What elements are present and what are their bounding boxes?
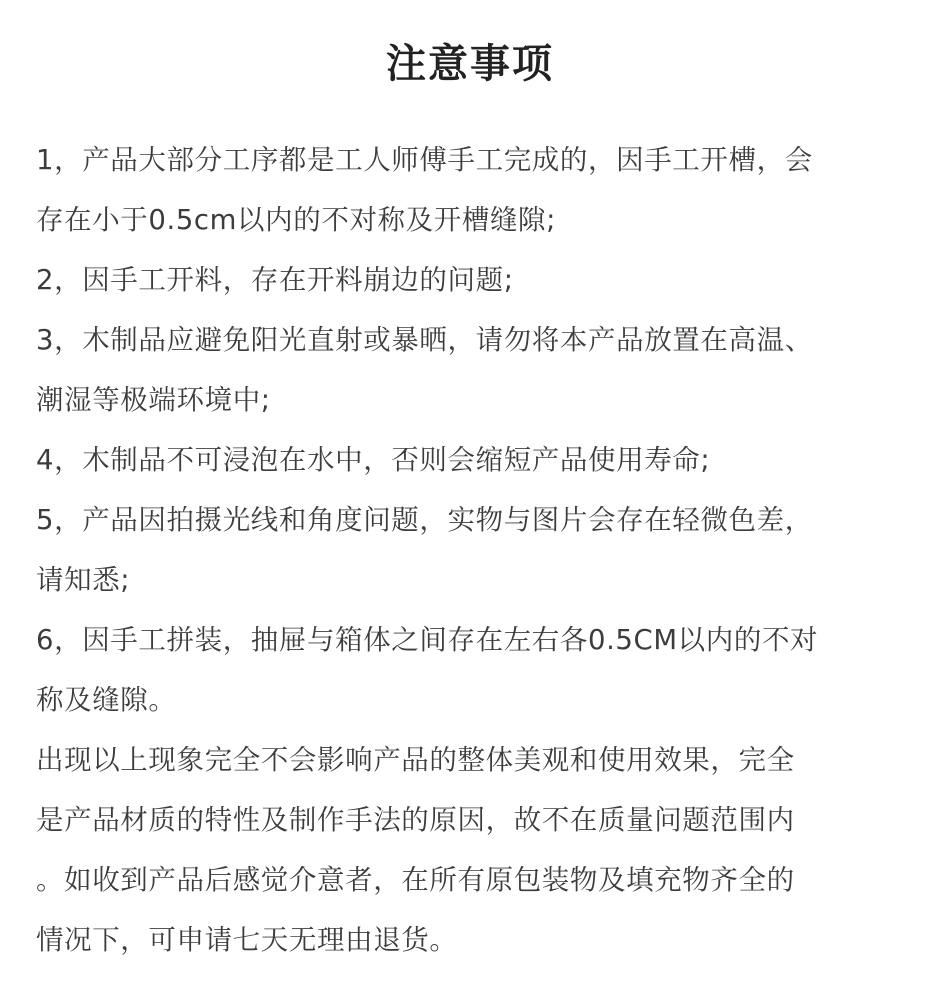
- notice-line: 6，因手工拼装，抽屉与箱体之间存在左右各0.5CM以内的不对: [36, 624, 819, 656]
- page-title: 注意事项: [386, 41, 554, 87]
- notice-line: 。如收到产品后感觉介意者，在所有原包装物及填充物齐全的: [36, 864, 795, 896]
- notice-line: 出现以上现象完全不会影响产品的整体美观和使用效果，完全: [36, 744, 795, 776]
- notice-line: 3，木制品应避免阳光直射或暴晒，请勿将本产品放置在高温、: [36, 324, 813, 356]
- notice-line: 请知悉;: [36, 564, 131, 596]
- notice-line: 存在小于0.5cm以内的不对称及开槽缝隙;: [36, 204, 557, 236]
- notice-line: 情况下，可申请七天无理由退货。: [36, 924, 458, 956]
- notice-line: 潮湿等极端环境中;: [36, 384, 271, 416]
- notice-line: 1，产品大部分工序都是工人师傅手工完成的，因手工开槽，会: [36, 144, 813, 176]
- notice-line: 4，木制品不可浸泡在水中，否则会缩短产品使用寿命;: [36, 444, 711, 476]
- notice-body: [36, 130, 916, 970]
- notice-line: 是产品材质的特性及制作手法的原因，故不在质量问题范围内: [36, 804, 795, 836]
- notice-line: 2，因手工开料，存在开料崩边的问题;: [36, 264, 514, 296]
- notice-line: 称及缝隙。: [36, 684, 177, 716]
- notice-line: 5，产品因拍摄光线和角度问题，实物与图片会存在轻微色差，: [36, 504, 813, 536]
